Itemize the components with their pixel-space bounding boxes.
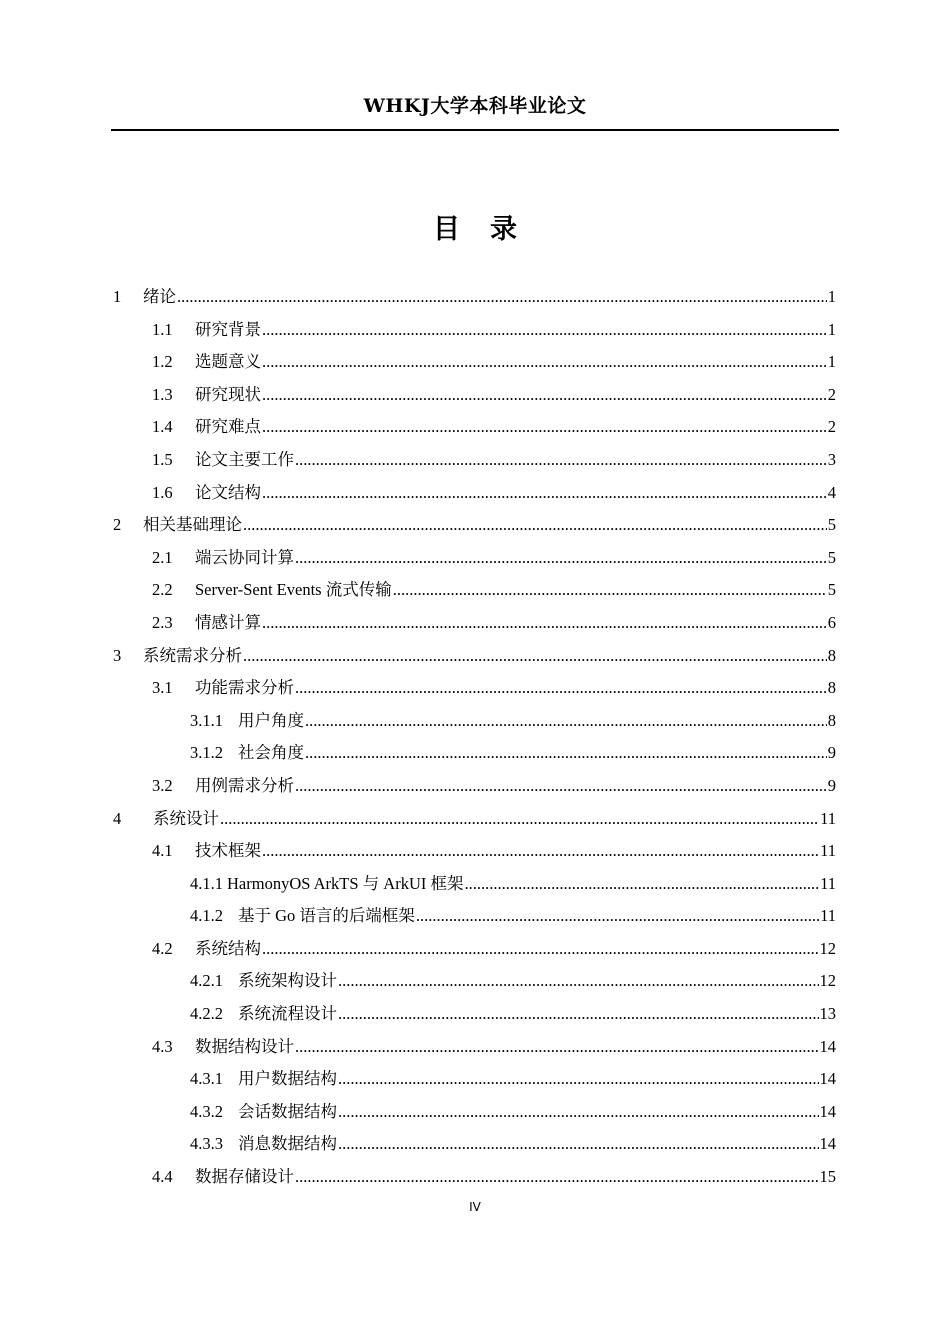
- toc-entry-number: 1.4: [152, 417, 173, 437]
- toc-dot-leader: [262, 346, 827, 378]
- toc-dot-leader: [262, 835, 819, 867]
- toc-dot-leader: [262, 411, 827, 443]
- toc-entry-label: 绪论: [143, 287, 176, 306]
- toc-entry-page: 11: [820, 873, 836, 893]
- toc-entry-label: Server-Sent Events 流式传输: [195, 580, 392, 600]
- toc-entry[interactable]: [0, 574, 836, 607]
- toc-entry[interactable]: [0, 1096, 836, 1129]
- toc-entry-number: 4.3.1: [190, 1069, 223, 1089]
- toc-dot-leader: [295, 1161, 819, 1193]
- toc-title-char-2: 录: [490, 214, 517, 245]
- toc-entry-label: 系统需求分析: [143, 645, 242, 665]
- toc-entry[interactable]: [0, 346, 836, 379]
- toc-entry-number: 4.2.2: [190, 1004, 223, 1024]
- toc-dot-leader: [295, 770, 827, 802]
- toc-entry-page: 14: [819, 1134, 836, 1154]
- toc-entry-page: 5: [827, 580, 836, 600]
- toc-entry-number: 4.4: [152, 1167, 173, 1187]
- toc-entry[interactable]: [0, 411, 836, 444]
- toc-entry[interactable]: [0, 444, 836, 477]
- toc-entry-label: 相关基础理论: [143, 515, 242, 535]
- toc-dot-leader: [262, 314, 827, 346]
- toc-entry-number: 3.1: [152, 678, 173, 698]
- toc-dot-leader: [393, 574, 827, 606]
- toc-title-char-1: 目: [433, 214, 460, 245]
- toc-entry-page: 12: [819, 971, 836, 991]
- toc-entry-number: 3: [113, 645, 122, 665]
- toc-dot-leader: [338, 965, 819, 997]
- toc-entry-number: 1.6: [152, 482, 173, 502]
- toc-entry[interactable]: [0, 803, 836, 836]
- toc-entry[interactable]: [0, 965, 836, 998]
- toc-entry-page: 13: [819, 1004, 836, 1024]
- toc-entry-number: 2.2: [152, 580, 173, 600]
- toc-dot-leader: [262, 379, 827, 411]
- toc-entry[interactable]: [0, 868, 836, 901]
- toc-entry[interactable]: [0, 1031, 836, 1064]
- toc-dot-leader: [305, 737, 827, 769]
- running-header: WHKJ大学本科毕业论文: [363, 95, 587, 117]
- toc-dot-leader: [338, 1063, 819, 1095]
- toc-entry-number: 4.3.2: [190, 1101, 223, 1121]
- toc-entry-label: 基于 Go 语言的后端框架: [238, 906, 415, 926]
- toc-title: [0, 210, 950, 250]
- header-rule: [111, 129, 839, 131]
- toc-entry-label: 论文主要工作: [195, 449, 294, 469]
- toc-dot-leader: [262, 607, 827, 639]
- toc-entry-number: 2.1: [152, 547, 173, 567]
- toc-entry-page: 12: [819, 938, 836, 958]
- toc-entry-number: 1.2: [152, 352, 173, 372]
- page-number: IV: [469, 1200, 481, 1214]
- toc-entry[interactable]: [0, 1128, 836, 1161]
- toc-entry-page: 2: [827, 417, 836, 437]
- toc-entry[interactable]: [0, 542, 836, 575]
- toc-dot-leader: [338, 1128, 819, 1160]
- toc-entry-number: 4.1.2: [190, 906, 223, 926]
- toc-entry-page: 6: [827, 612, 836, 632]
- toc-entry-page: 14: [819, 1036, 836, 1056]
- toc-dot-leader: [416, 900, 819, 932]
- toc-entry-label: 论文结构: [195, 482, 261, 502]
- toc-entry[interactable]: [0, 737, 836, 770]
- toc-entry-number: 3.1.1: [190, 710, 223, 730]
- toc-entry[interactable]: [0, 477, 836, 510]
- toc-entry-label: 用户角度: [238, 710, 304, 730]
- toc-entry-label: 技术框架: [195, 841, 261, 861]
- toc-entry-label: 用户数据结构: [238, 1069, 337, 1089]
- toc-entry-label: 数据存储设计: [195, 1167, 294, 1187]
- toc-entry-page: 14: [819, 1069, 836, 1089]
- toc-entry[interactable]: [0, 835, 836, 868]
- toc-dot-leader: [262, 477, 827, 509]
- toc-entry-label: 功能需求分析: [195, 678, 294, 698]
- toc-entry-number: 2: [113, 515, 122, 535]
- toc-entry-page: 5: [827, 547, 836, 567]
- toc-dot-leader: [305, 705, 827, 737]
- toc-entry-label: 用例需求分析: [195, 775, 294, 795]
- toc-entry-number: 4.2: [152, 938, 173, 958]
- toc-entry-label: 系统设计: [153, 808, 219, 828]
- toc-dot-leader: [262, 933, 819, 965]
- toc-entry-label: 系统架构设计: [238, 971, 337, 991]
- toc-entry-number: 1.5: [152, 449, 173, 469]
- toc-entry-label: HarmonyOS ArkTS 与 ArkUI 框架: [227, 873, 464, 893]
- toc-dot-leader: [220, 803, 819, 835]
- toc-dot-leader: [295, 672, 827, 704]
- toc-entry-label: 消息数据结构: [238, 1134, 337, 1154]
- toc-entry-number: 1: [113, 287, 122, 306]
- toc-entry[interactable]: [0, 509, 836, 542]
- toc-entry-label: 研究现状: [195, 384, 261, 404]
- toc-dot-leader: [465, 868, 820, 900]
- toc-entry-page: 11: [820, 906, 836, 926]
- toc-entry-page: 4: [827, 482, 836, 502]
- toc-entry-label: 数据结构设计: [195, 1036, 294, 1056]
- toc-entry[interactable]: [0, 672, 836, 705]
- toc-entry-label: 端云协同计算: [195, 547, 294, 567]
- toc-entry-page: 3: [827, 449, 836, 469]
- toc-dot-leader: [295, 542, 827, 574]
- toc-entry-label: 系统结构: [195, 938, 261, 958]
- toc-entry[interactable]: [0, 998, 836, 1031]
- toc-entry-label: 社会角度: [238, 743, 304, 763]
- toc-entry-number: 1.1: [152, 319, 173, 339]
- toc-entry-number: 4.3: [152, 1036, 173, 1056]
- toc-dot-leader: [295, 444, 827, 476]
- toc-entry-number: 1.3: [152, 384, 173, 404]
- toc-entry-page: 11: [820, 841, 836, 861]
- toc-entry-page: 9: [827, 743, 836, 763]
- toc-dot-leader: [338, 1096, 819, 1128]
- table-of-contents: [0, 281, 950, 1194]
- toc-entry-number: 4: [113, 808, 122, 828]
- toc-entry-page: 9: [827, 775, 836, 795]
- toc-entry-page: 1: [827, 352, 836, 372]
- toc-entry-page: 8: [827, 710, 836, 730]
- toc-entry-page: 5: [827, 515, 836, 535]
- toc-entry-page: 11: [820, 808, 836, 828]
- toc-entry-label: 会话数据结构: [238, 1101, 337, 1121]
- toc-entry-page: 2: [827, 384, 836, 404]
- toc-entry-number: 4.1: [152, 841, 173, 861]
- toc-entry-number: 2.3: [152, 612, 173, 632]
- toc-entry[interactable]: [0, 281, 836, 314]
- toc-entry[interactable]: [0, 379, 836, 412]
- toc-entry[interactable]: [0, 933, 836, 966]
- toc-entry-number: 4.2.1: [190, 971, 223, 991]
- toc-entry-number: 4.3.3: [190, 1134, 223, 1154]
- toc-entry-page: 1: [827, 287, 836, 306]
- toc-entry-page: 15: [819, 1167, 836, 1187]
- toc-dot-leader: [338, 998, 819, 1030]
- toc-entry-label: 研究难点: [195, 417, 261, 437]
- toc-entry-label: 情感计算: [195, 612, 261, 632]
- toc-entry-page: 1: [827, 319, 836, 339]
- toc-dot-leader: [243, 640, 827, 672]
- toc-entry-page: 14: [819, 1101, 836, 1121]
- toc-entry[interactable]: [0, 640, 836, 673]
- toc-entry[interactable]: [0, 607, 836, 640]
- toc-dot-leader: [243, 509, 827, 541]
- toc-dot-leader: [295, 1031, 819, 1063]
- toc-dot-leader: [177, 281, 827, 313]
- toc-entry-label: 研究背景: [195, 319, 261, 339]
- toc-entry-page: 8: [827, 645, 836, 665]
- toc-entry-number: 3.1.2: [190, 743, 223, 763]
- toc-entry-page: 8: [827, 678, 836, 698]
- toc-entry[interactable]: [0, 1161, 836, 1194]
- toc-entry-number: 3.2: [152, 775, 173, 795]
- toc-entry[interactable]: [0, 705, 836, 738]
- toc-entry-number: 4.1.1: [190, 873, 223, 893]
- toc-entry-label: 选题意义: [195, 352, 261, 372]
- toc-entry[interactable]: [0, 900, 836, 933]
- toc-entry-label: 系统流程设计: [238, 1004, 337, 1024]
- toc-entry[interactable]: [0, 314, 836, 347]
- toc-entry[interactable]: [0, 1063, 836, 1096]
- toc-entry[interactable]: [0, 770, 836, 803]
